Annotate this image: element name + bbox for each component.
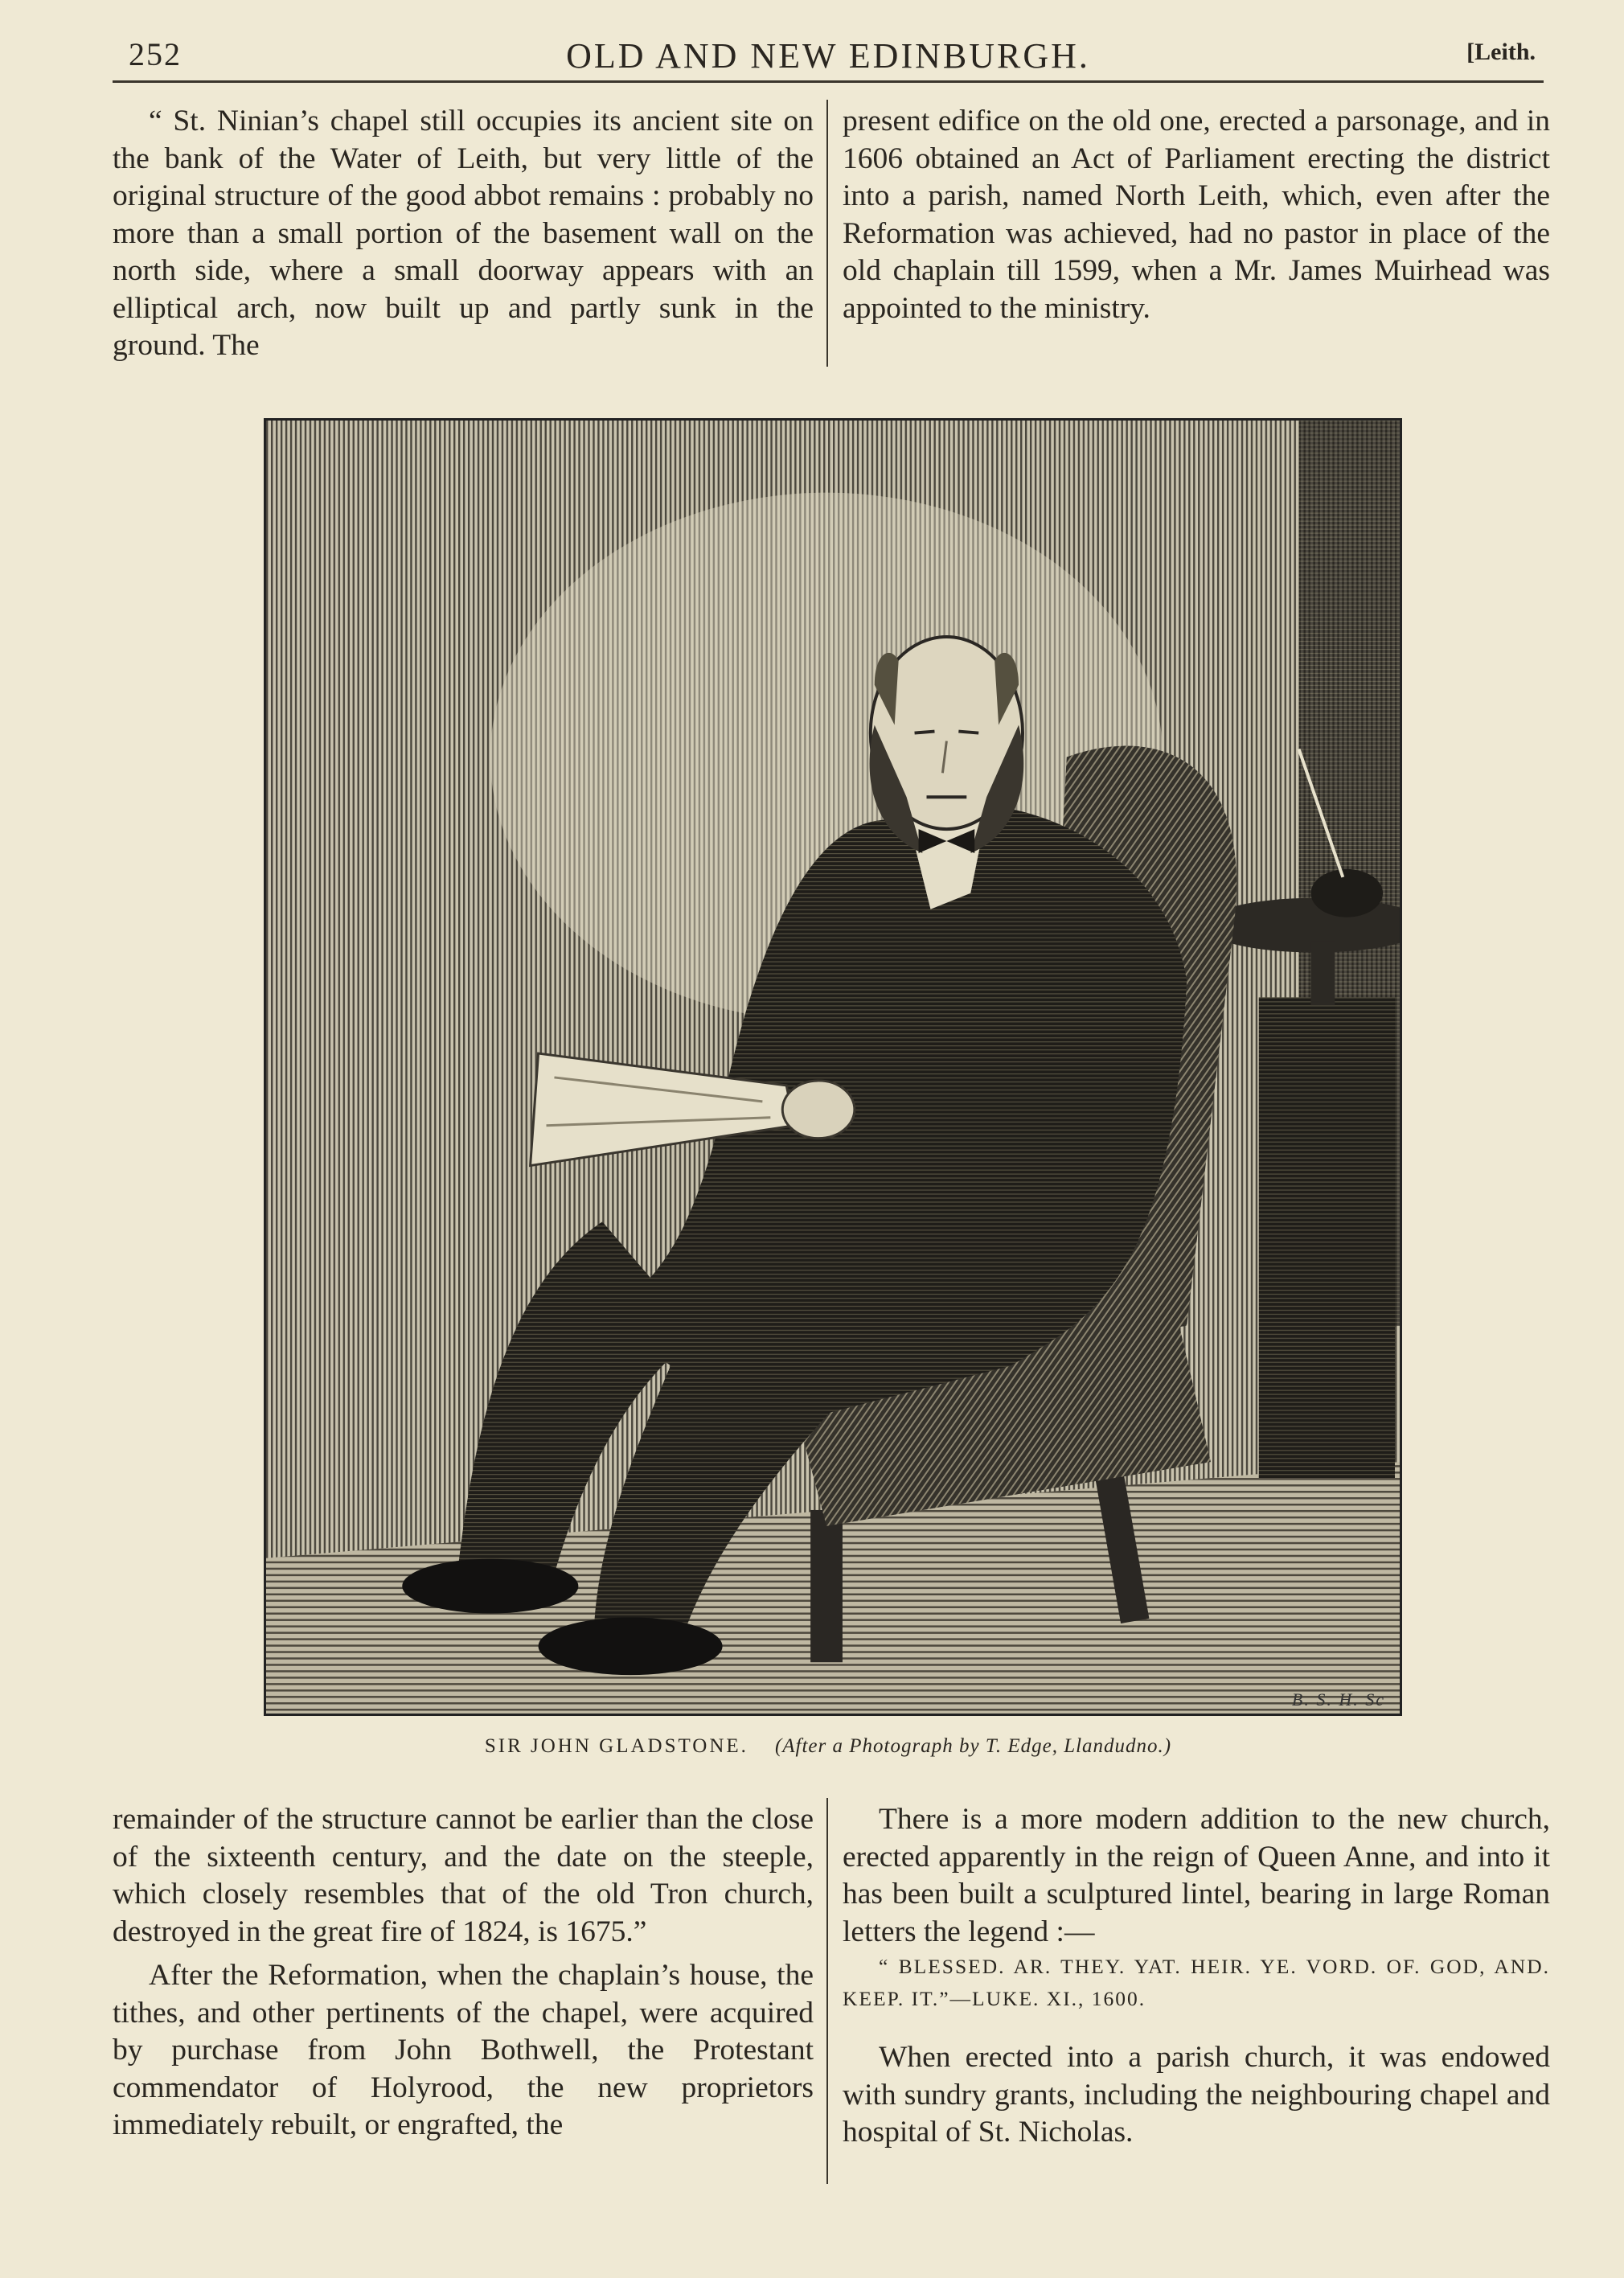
page-number: 252 — [129, 36, 182, 72]
top-left-paragraph: “ St. Ninian’s chapel still occupies its ancient site on the bank of the Water of Leith, but very little of the original structure of the good abbot remains : probably no more than a small portion of the basement wall on the north side, where a small doorway appears with an elliptical arch, now built up and partly sunk in the ground. The — [113, 105, 814, 362]
section-tag: [Leith. — [1466, 39, 1536, 65]
running-header — [113, 32, 1544, 79]
bottom-right-column — [843, 1801, 1550, 2152]
top-right-paragraph: present edifice on the old one, erected a parsonage, and in 1606 obtained an Act of Parliament erecting the district into a parish, named North Leith, which, even after the Reformation was achieved, had no pastor in place of the old chaplain till 1599, when a Mr. James Muirhead was appointed to the ministry. — [843, 105, 1550, 325]
bottom-right-paragraph-2: When erected into a parish church, it was endowed with sundry grants, including the neighbouring chapel and hospital of St. Nicholas. — [843, 2041, 1550, 2149]
caption-name: SIR JOHN GLADSTONE. — [484, 1735, 748, 1757]
column-rule-top — [826, 100, 828, 367]
running-title: OLD AND NEW EDINBURGH. — [566, 36, 1090, 76]
bottom-left-column — [113, 1801, 814, 2145]
bottom-left-paragraph-2: After the Reformation, when the chaplain’s house, the tithes, and other pertinents of the chapel, were acquired by purchase from John Bothwell, the Protestant commendator of Holyrood, the new proprietors immediately rebuilt, or engrafted, the — [113, 1959, 814, 2141]
header-rule — [113, 80, 1544, 83]
bottom-left-paragraph-1: remainder of the structure cannot be earlier than the close of the sixteenth century, and the date on the steeple, which closely resembles that of the old Tron church, destroyed in the great fire of 1824, is 1675.” — [113, 1803, 814, 1948]
engraver-signature: B. S. H. Sc — [1291, 1689, 1385, 1710]
portrait-illustration — [266, 421, 1400, 1714]
column-rule-bottom — [826, 1798, 828, 2184]
bottom-right-paragraph-1: There is a more modern addition to the new church, erected apparently in the reign of Queen Anne, and into it has been built a sculptured lintel, bearing in large Roman letters the legend :— — [843, 1803, 1550, 1948]
portrait-engraving — [264, 418, 1402, 1716]
lintel-inscription: “ BLESSED. AR. THEY. YAT. HEIR. YE. VORD. OF. GOD, AND. KEEP. IT.”—LUKE. XI., 1600. — [843, 1955, 1550, 2010]
figure-caption — [113, 1735, 1544, 1758]
top-left-column — [113, 103, 814, 365]
top-right-column — [843, 103, 1550, 327]
caption-credit: (After a Photograph by T. Edge, Llandudno.) — [774, 1735, 1172, 1757]
